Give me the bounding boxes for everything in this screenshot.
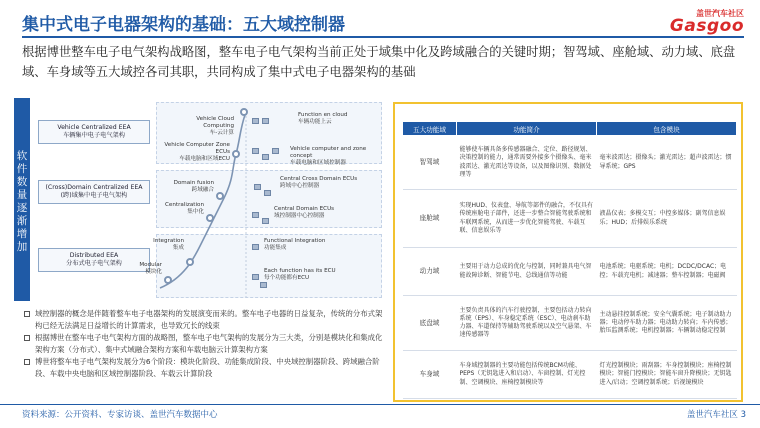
desc-cell: 主要用于动力总成的优化与控制，同时兼具电气智能故障诊断、智能节电、总线通信等功能 xyxy=(457,248,597,296)
bullet-item xyxy=(24,332,384,355)
bullet-text: 根据博世在整车电子电气架构方面的战略图，整车电子电气架构的发展分为三大类，分别是模块化和集成化架构方案（分布式）、集中式域融合架构方案和车载电脑云计算架构方案 xyxy=(35,333,383,354)
step-label-modular xyxy=(122,262,162,276)
step-label-vehicle-computer xyxy=(160,142,230,163)
desc-vehicle-computer xyxy=(290,146,382,167)
logo-wordmark: Gasgoo xyxy=(669,16,744,36)
bullet-item xyxy=(24,356,384,379)
modules-cell: 毫米波雷达；摄像头；激光雷达；超声波雷达；惯导系统；GPS xyxy=(597,136,737,190)
page-title: 集中式电子电器架构的基础：五大域控制器 xyxy=(22,15,345,35)
step-label-centralization xyxy=(158,202,204,216)
desc-en: Vehicle computer and zone concept xyxy=(290,146,367,159)
step-en: Integration xyxy=(153,238,184,244)
modules-cell: 灯光控制模块；雨刮器；车身控制模块；座椅控制模块；智能门控模块；智能车窗升降模块；无钥匙进入/启动；空调控制系统；后视镜模块 xyxy=(597,351,737,399)
table-row xyxy=(403,351,737,399)
square-bullet-icon xyxy=(24,335,30,341)
desc-cell: 主要负责具体的汽车行驶控制，主要包括动力转向系统（EPS）、车身稳定系统（ESC）、电动刹车助力器、车道保持等辅助驾驶系统以及空气悬架、车速传感器等 xyxy=(457,296,597,351)
ecu-icon xyxy=(264,190,271,196)
modules-cell: 液晶仪表；多模交互；中控多媒体；副驾信息娱乐；HUD；后排娱乐系统 xyxy=(597,190,737,248)
stage-en: (Cross)Domain Centralized EEA xyxy=(45,184,143,191)
ecu-icon xyxy=(262,154,269,160)
desc-modular xyxy=(264,268,380,282)
bullet-list xyxy=(24,308,384,380)
desc-cell: 车身域控制器的主要功能包括传统BCM功能、PEPS（无钥匙进入和启动）、车窗控制、灯光控制、空调模块、座椅控制模块等 xyxy=(457,351,597,399)
desc-cn: 车载电脑和区域控制器 xyxy=(290,160,346,166)
ecu-icon xyxy=(252,118,259,124)
step-label-integration xyxy=(140,238,184,252)
domain-cell: 车身域 xyxy=(403,351,457,399)
table-header: 五大功能域 xyxy=(403,122,457,136)
node-cloud xyxy=(240,108,248,116)
modules-cell: 主动悬挂控制系统；安全气囊系统；电子制动助力器；电动停车助力器；电动助力转向；车内传感；胎压监测系统；电机控制器；车辆制动稳定控制 xyxy=(597,296,737,351)
ecu-icon xyxy=(252,212,259,218)
step-label-domain-fusion xyxy=(164,180,214,194)
ecu-icon xyxy=(254,184,261,190)
stage-cn: 分布式电子电气架构 xyxy=(66,260,122,267)
desc-domain xyxy=(274,206,380,220)
ecu-icon xyxy=(252,274,259,280)
node-centralization xyxy=(206,214,214,222)
node-domain-fusion xyxy=(216,192,224,200)
intro-paragraph: 根据博世整车电子电气架构战略图，整车电子电气架构当前正处于域集中化及跨域融合的关键时期；智驾域、座舱域、动力域、底盘域、车身域等五大域控各司其职，共同构成了集中式电子电器架构的基础 xyxy=(22,45,736,79)
step-en: Domain fusion xyxy=(173,180,214,186)
ecu-icon xyxy=(252,148,259,154)
step-label-cloud xyxy=(164,116,234,137)
desc-en: Functional Integration xyxy=(264,238,326,244)
page-number: 3 xyxy=(740,410,746,420)
stage-cn: (跨)域集中电子电气架构 xyxy=(60,192,128,199)
footer-brand: 盖世汽车社区 xyxy=(686,410,738,420)
vertical-label: 软件数量逐渐增加 xyxy=(16,150,28,253)
step-cn: 跨域融合 xyxy=(191,187,214,193)
step-cn: 车载电脑和区域ECU xyxy=(179,156,230,162)
table-row xyxy=(403,136,737,190)
desc-cn: 每个功能都有ECU xyxy=(264,275,310,281)
table-row xyxy=(403,296,737,351)
page-footer xyxy=(687,408,746,420)
step-cn: 集成 xyxy=(172,245,184,251)
step-cn: 车-云计算 xyxy=(209,130,234,136)
desc-cn: 域控制器中心控制器 xyxy=(274,213,325,219)
bullet-item xyxy=(24,308,384,331)
logo-subtitle: 盖世汽车社区 xyxy=(696,9,744,18)
footer-divider xyxy=(0,404,760,405)
table-header-row xyxy=(403,122,737,136)
domain-table-frame xyxy=(393,102,743,402)
ecu-icon xyxy=(260,282,267,288)
desc-cn: 功能集成 xyxy=(264,245,287,251)
stage-en: Vehicle Centralized EEA xyxy=(57,124,131,131)
node-modular xyxy=(164,276,172,284)
ecu-icon xyxy=(272,148,279,154)
square-bullet-icon xyxy=(24,359,30,365)
square-bullet-icon xyxy=(24,311,30,317)
modules-cell: 电池系统；电驱系统；电机；DCDC/DCAC；电控；车载充电机；减速器；整车控制器；电磁阀 xyxy=(597,248,737,296)
domain-cell: 动力域 xyxy=(403,248,457,296)
desc-cloud xyxy=(298,112,382,126)
domain-table xyxy=(402,121,737,399)
node-integration xyxy=(186,258,194,266)
table-row xyxy=(403,248,737,296)
domain-cell: 智驾域 xyxy=(403,136,457,190)
title-divider xyxy=(22,36,744,38)
desc-en: Central Domain ECUs xyxy=(274,206,335,212)
domain-cell: 座舱域 xyxy=(403,190,457,248)
desc-cn: 跨域中心控制器 xyxy=(280,183,320,189)
desc-integration xyxy=(264,238,380,252)
eea-evolution-diagram xyxy=(14,98,384,301)
step-cn: 集中化 xyxy=(187,209,204,215)
step-cn: 模块化 xyxy=(145,269,162,275)
ecu-icon xyxy=(252,244,259,250)
desc-cell: 能够使车辆具备多传感器融合、定位、路径规划、决策控制的能力，通常需要外接多个摄像头、毫米波雷达、激光雷达等设备，以及图像识别、数据处理等 xyxy=(457,136,597,190)
ecu-icon xyxy=(262,118,269,124)
source-note: 资料来源：公开资料、专家访谈、盖世汽车数据中心 xyxy=(22,410,218,420)
step-en: Vehicle Computer Zone ECUs xyxy=(164,142,230,155)
step-en: Centralization xyxy=(164,202,204,208)
bullet-text: 域控制器的概念是伴随着整车电子电器架构的发展演变而来的。整车电子电器的日益复杂，传统的分布式架构已经无法满足日益增长的计算需求，也导致冗长的线束 xyxy=(35,309,383,330)
table-header: 功能简介 xyxy=(457,122,597,136)
desc-en: Central Cross Domain ECUs xyxy=(280,176,358,182)
bullet-text: 博世将整车电子电气架构发展分为6个阶段：模块化阶段、功能集成阶段、中央域控制器阶段、跨域融合阶段、车载中央电脑和区域控制器阶段、车载云计算阶段 xyxy=(35,357,380,378)
gasgoo-logo xyxy=(652,8,744,34)
desc-cross-domain xyxy=(280,176,380,190)
ecu-icon xyxy=(262,218,269,224)
desc-cn: 车辆功能上云 xyxy=(298,119,332,125)
stage-cn: 车辆集中电子电气架构 xyxy=(63,132,125,139)
table-header: 包含模块 xyxy=(597,122,737,136)
step-en: Vehicle Cloud Computing xyxy=(196,116,234,129)
desc-en: Each function has its ECU xyxy=(264,268,336,274)
domain-cell: 底盘域 xyxy=(403,296,457,351)
desc-cell: 实现HUD、仪表盘、导航等部件的融合，不仅具有传统座舱电子部件，还进一步整合智能驾驶系统和车联网系统，从而进一步优化智能驾驶、车载互联、信息娱乐等 xyxy=(457,190,597,248)
table-row xyxy=(403,190,737,248)
node-vehicle-computer xyxy=(232,150,240,158)
step-en: Modular xyxy=(139,262,162,268)
stage-en: Distributed EEA xyxy=(69,252,119,259)
desc-en: Function en cloud xyxy=(298,112,348,118)
